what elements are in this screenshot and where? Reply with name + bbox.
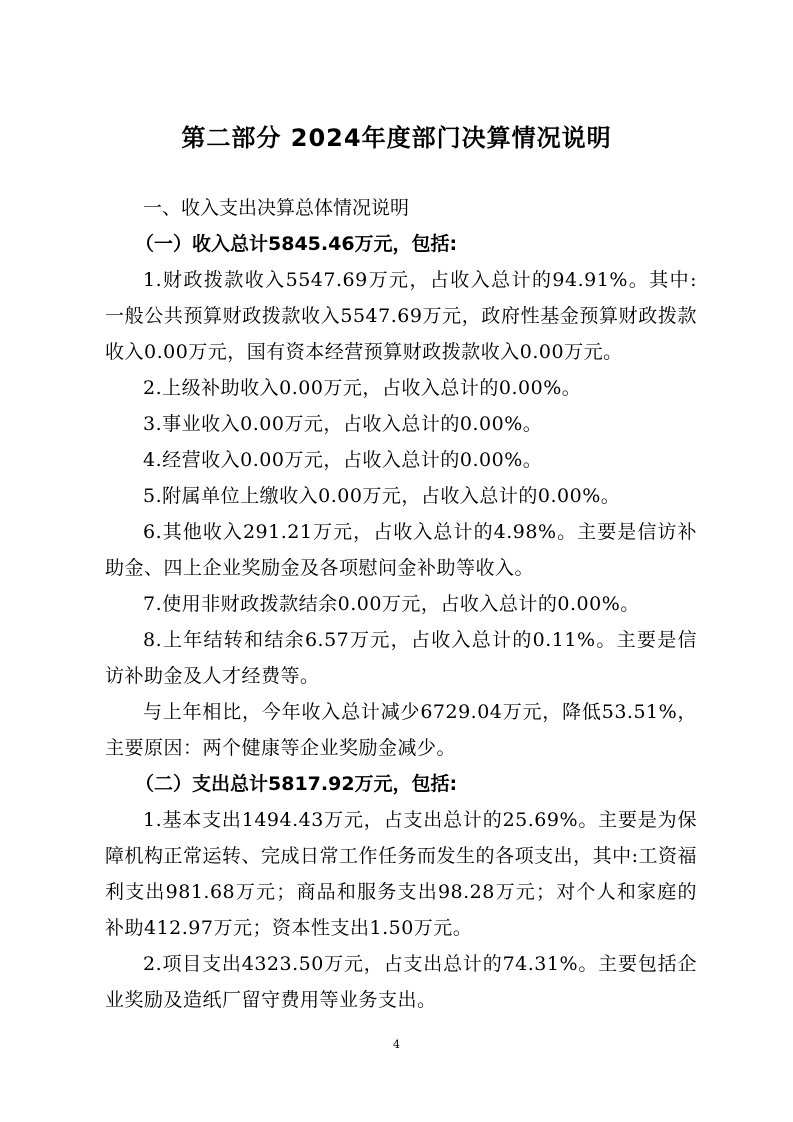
income-item-7: 7.使用非财政拨款结余0.00万元，占收入总计的0.00%。: [143, 593, 640, 615]
income-item-6: 6.其他收入291.21万元，占收入总计的4.98%。主要是信访补助金、四上企业奖励金及各项慰问金补助等收入。: [105, 521, 697, 579]
income-item-2: 2.上级补助收入0.00万元，占收入总计的0.00%。: [143, 377, 582, 399]
page-number: 4: [393, 1038, 400, 1051]
income-item-3: 3.事业收入0.00万元，占收入总计的0.00%。: [143, 413, 543, 435]
expenditure-item-1: 1.基本支出1494.43万元，占支出总计的25.69%。主要是为保障机构正常运转、完成日常工作任务而发生的各项支出，其中:工资福利支出981.68万元；商品和服务支出98.28万元；对个人和家庭的补助412.97万元；资本性支出1.50万元。: [105, 809, 697, 939]
income-item-8: 8.上年结转和结余6.57万元，占收入总计的0.11%。主要是信访补助金及人才经费等。: [105, 629, 697, 687]
income-item-5: 5.附属单位上缴收入0.00万元，占收入总计的0.00%。: [143, 485, 621, 507]
income-heading: （一）收入总计5845.46万元，包括:: [135, 233, 458, 255]
section-heading: 一、收入支出决算总体情况说明: [143, 197, 410, 219]
document-body: [105, 190, 697, 1018]
page-title: 第二部分 2024年度部门决算情况说明: [181, 124, 612, 152]
expenditure-item-2: 2.项目支出4323.50万元，占支出总计的74.31%。主要包括企业奖励及造纸厂留守费用等业务支出。: [105, 953, 697, 1011]
income-item-1: 1.财政拨款收入5547.69万元，占收入总计的94.91%。其中:一般公共预算财政拨款收入5547.69万元，政府性基金预算财政拨款收入0.00万元，国有资本经营预算财政拨款收入0.00万元。: [105, 269, 697, 363]
expenditure-heading: （二）支出总计5817.92万元，包括:: [135, 773, 458, 795]
income-item-4: 4.经营收入0.00万元，占收入总计的0.00%。: [143, 449, 543, 471]
income-comparison: 与上年相比，今年收入总计减少6729.04万元，降低53.51%，主要原因：两个健康等企业奖励金减少。: [105, 701, 697, 759]
